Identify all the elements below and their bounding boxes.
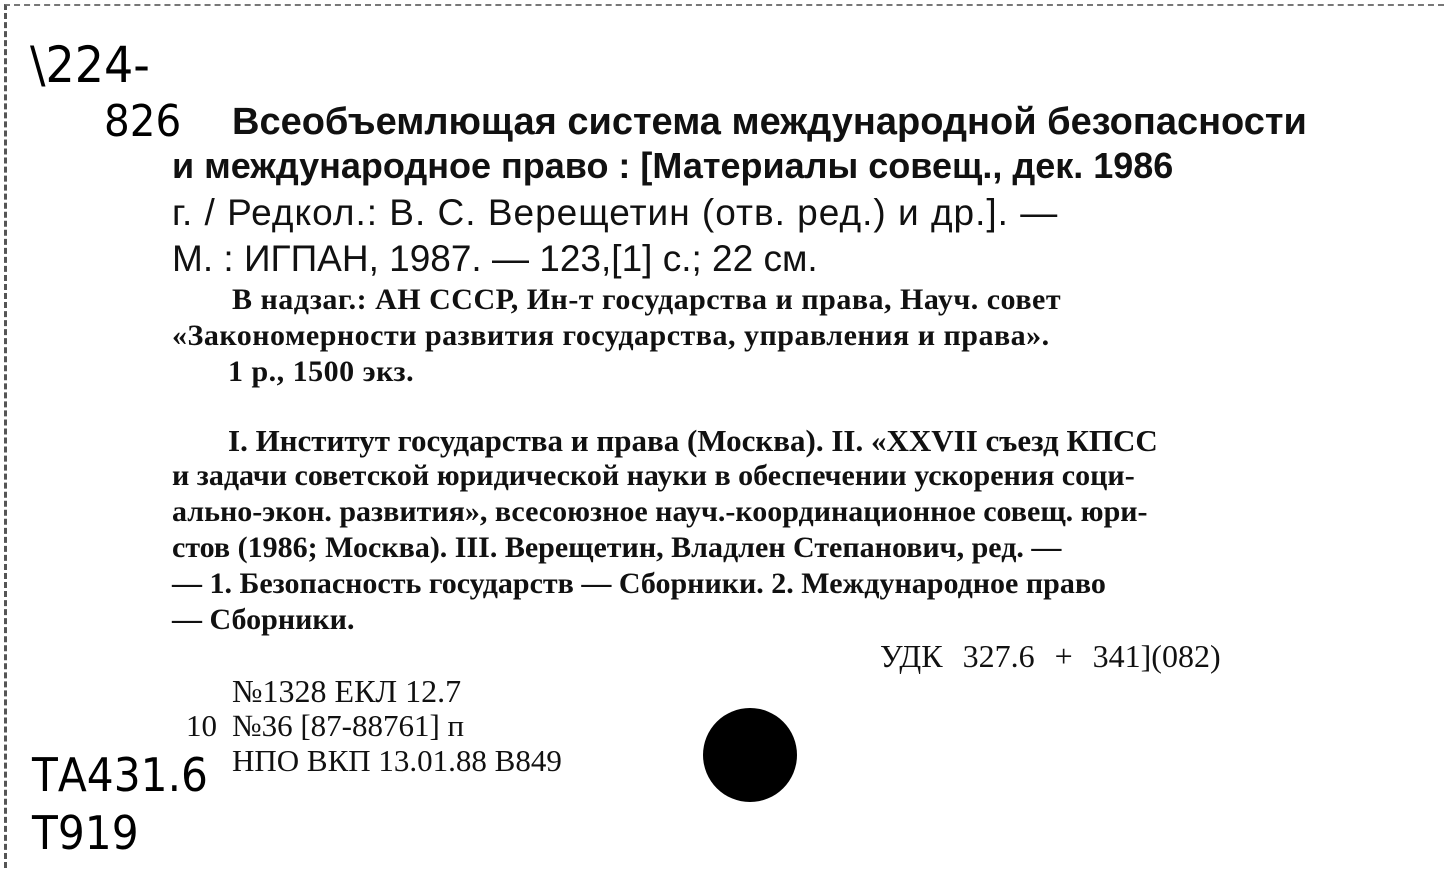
handwritten-shelf-mark: ТА431.6 — [32, 748, 208, 802]
catalog-number-line: №1328 ЕКЛ 12.7 — [232, 673, 462, 709]
catalog-prefix: 10 — [186, 708, 217, 743]
catalog-order-line: №36 [87-88761] п — [232, 708, 465, 743]
handwritten-author-mark: Т919 — [32, 806, 139, 860]
subject-line-6: — Сборники. — [172, 603, 355, 636]
price-line: 1 р., 1500 экз. — [228, 355, 415, 388]
subject-line-3: ально-экон. развития», всесоюзное науч.-координационное совещ. юри- — [172, 495, 1148, 528]
subject-line-1: I. Институт государства и права (Москва). II. «XXVII съезд КПСС — [228, 423, 1158, 458]
note-line-2: «Закономерности развития государства, управления и права». — [172, 319, 1050, 352]
subject-line-5: — 1. Безопасность государств — Сборники. 2. Международное право — [172, 567, 1106, 600]
title-line-2: и международное право : [Материалы совещ., дек. 1986 — [172, 145, 1174, 186]
handwritten-call-number-suffix: 826 — [104, 96, 182, 147]
udk-classification: УДК 327.6 + 341](082) — [880, 638, 1221, 674]
title-line-3: г. / Редкол.: В. С. Верещетин (отв. ред.) и др.]. — — [172, 192, 1059, 233]
title-line-1: Всеобъемлющая система международной безопасности — [232, 101, 1307, 143]
subject-line-2: и задачи советской юридической науки в обеспечении ускорения соци- — [172, 459, 1135, 492]
handwritten-call-number-top: \224- — [30, 36, 150, 94]
title-line-4: М. : ИГПАН, 1987. — 123,[1] с.; 22 см. — [172, 238, 818, 279]
catalog-publisher-line: НПО ВКП 13.01.88 В849 — [232, 743, 562, 778]
note-line-1: В надзаг.: АН СССР, Ин-т государства и права, Науч. совет — [232, 283, 1062, 316]
punch-hole — [700, 705, 800, 805]
subject-line-4: стов (1986; Москва). III. Верещетин, Владлен Степанович, ред. — — [172, 531, 1062, 564]
